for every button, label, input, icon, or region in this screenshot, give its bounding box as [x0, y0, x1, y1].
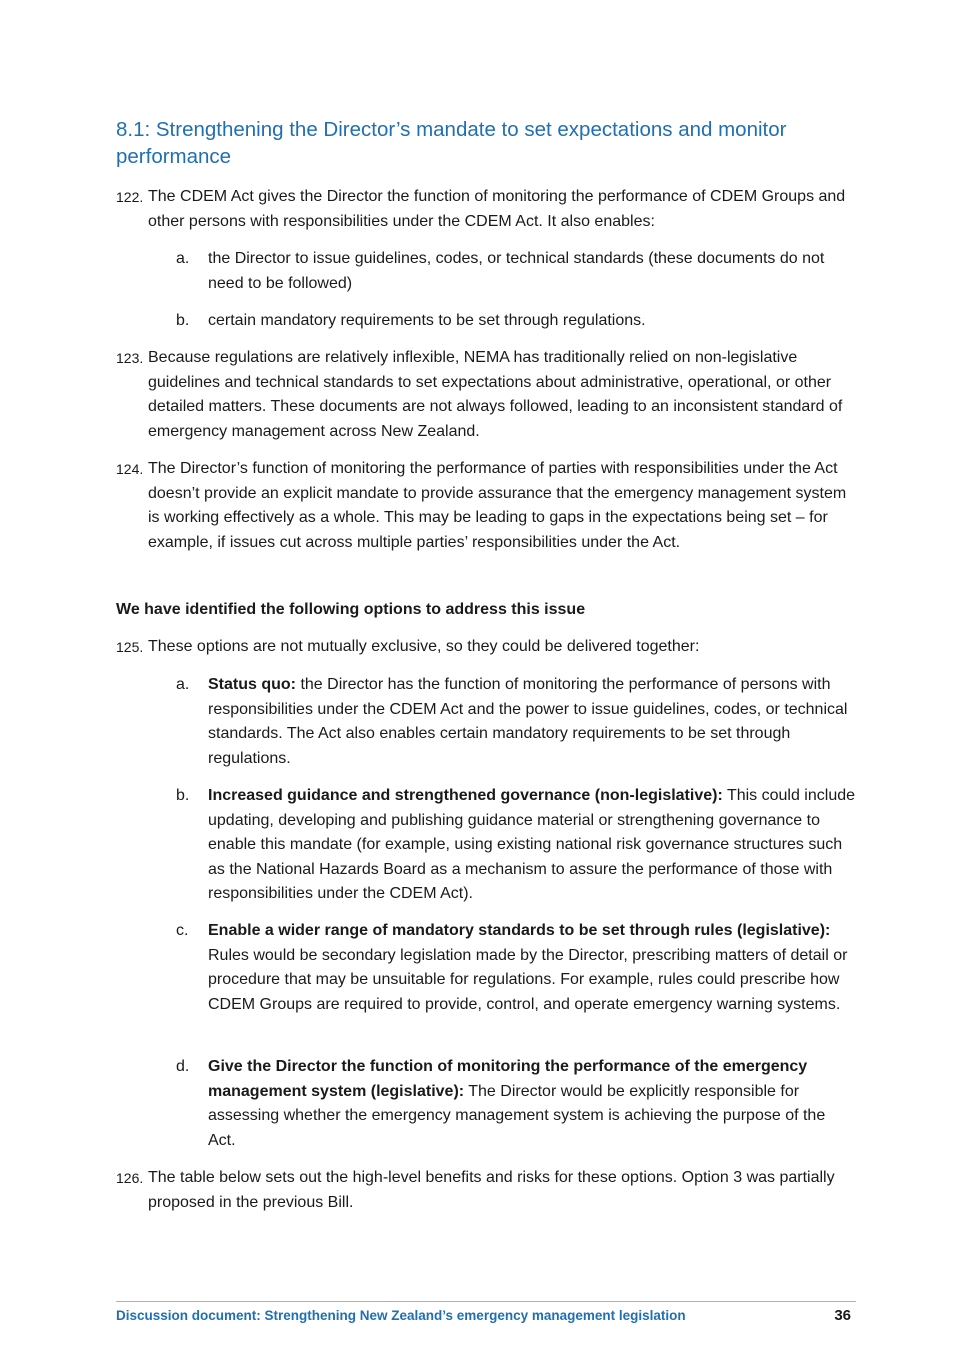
- page-number: 36: [834, 1307, 851, 1324]
- option-item: [176, 1055, 856, 1153]
- option-title: Give the Director the function of monitoring the performance of the emergency management system (legislative):: [208, 1058, 808, 1100]
- paragraph-124: [116, 457, 856, 555]
- footer-divider: [116, 1301, 856, 1302]
- paragraph-number: 124.: [116, 461, 144, 477]
- paragraph-number: 123.: [116, 350, 144, 366]
- paragraph-number: 126.: [116, 1170, 144, 1186]
- list-letter: b.: [176, 787, 190, 804]
- paragraph-text: These options are not mutually exclusive, so they could be delivered together:: [148, 638, 700, 655]
- paragraph-text: The Director’s function of monitoring the performance of parties with responsibilities under the Act doesn’t provide an explicit mandate to provide assurance that the emergency management system is working effectively as a whole. This may be leading to gaps in the expectations being set – for example, if issues cut across multiple parties’ responsibilities under the Act.: [148, 460, 847, 551]
- list-letter: d.: [176, 1058, 190, 1075]
- paragraph-number: 122.: [116, 189, 144, 205]
- option-title: Increased guidance and strengthened governance (non-legislative):: [208, 787, 723, 804]
- list-letter: b.: [176, 312, 190, 329]
- option-item: [176, 919, 856, 1017]
- option-title: Enable a wider range of mandatory standards to be set through rules (legislative):: [208, 922, 831, 939]
- option-text: This could include updating, developing and publishing guidance material or strengthening governance to enable this mandate (for example, using existing national risk governance structures such as the National Hazards Board as a mechanism to assure the performance of those with responsibilities under the CDEM Act).: [208, 787, 856, 902]
- option-text: the Director has the function of monitoring the performance of persons with responsibilities under the CDEM Act and the power to issue guidelines, codes, or technical standards. The Act also enables certain mandatory requirements to be set through regulations.: [208, 676, 848, 767]
- option-text: Rules would be secondary legislation made by the Director, prescribing matters of detail or procedure that may be unsuitable for regulations. For example, rules could prescribe how CDEM Groups are required to provide, control, and operate emergency warning systems.: [208, 946, 848, 1013]
- list-item: [176, 309, 856, 334]
- option-text: The Director would be explicitly responsible for assessing whether the emergency management system is achieving the purpose of the Act.: [208, 1082, 826, 1149]
- paragraph-123: [116, 346, 856, 444]
- section-heading: 8.1: Strengthening the Director’s mandate to set expectations and monitor performance: [116, 118, 787, 168]
- list-text: certain mandatory requirements to be set through regulations.: [208, 312, 646, 329]
- option-item: [176, 673, 856, 771]
- list-letter: c.: [176, 922, 189, 939]
- list-text: the Director to issue guidelines, codes, or technical standards (these documents do not need to be followed): [208, 250, 825, 292]
- paragraph-122: [116, 185, 856, 234]
- footer-title: Discussion document: Strengthening New Zealand’s emergency management legislation: [116, 1308, 686, 1323]
- paragraph-text: The table below sets out the high-level benefits and risks for these options. Option 3 was partially proposed in the previous Bill.: [148, 1169, 835, 1211]
- paragraph-text: The CDEM Act gives the Director the function of monitoring the performance of CDEM Groups and other persons with responsibilities under the CDEM Act. It also enables:: [148, 188, 846, 230]
- paragraph-126: [116, 1166, 856, 1215]
- option-item: [176, 784, 856, 907]
- list-item: [176, 247, 856, 296]
- list-letter: a.: [176, 676, 190, 693]
- paragraph-text: Because regulations are relatively inflexible, NEMA has traditionally relied on non-legislative guidelines and technical standards to set expectations about administrative, operational, or other detailed matters. These documents are not always followed, leading to an inconsistent standard of emergency management across New Zealand.: [148, 349, 843, 440]
- list-letter: a.: [176, 250, 190, 267]
- paragraph-125: [116, 635, 856, 660]
- option-title: Status quo:: [208, 676, 296, 693]
- paragraph-number: 125.: [116, 639, 144, 655]
- options-subheading: We have identified the following options to address this issue: [116, 601, 586, 618]
